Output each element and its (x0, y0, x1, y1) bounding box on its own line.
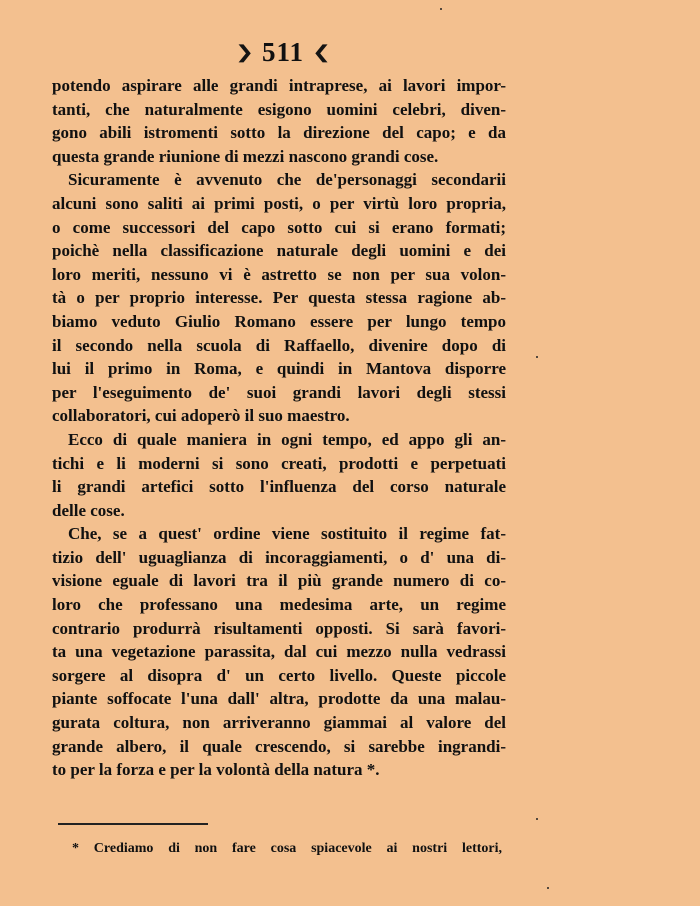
text-line: questa grande riunione di mezzi nascono grandi cose. (52, 146, 439, 166)
paper-speck (547, 887, 549, 889)
text-line: lui il primo in Roma, e quindi in Mantova disporre (52, 359, 506, 379)
text-line: il secondo nella scuola di Raffaello, divenire dopo di (52, 335, 506, 355)
text-line: collaboratori, cui adoperò il suo maestro. (52, 406, 350, 426)
page-number: 511 (261, 36, 304, 67)
left-ornament-icon: ❯ (235, 42, 254, 62)
text-line: o come successori del capo sotto cui si erano formati; (52, 217, 506, 237)
text-line: tanti, che naturalmente esigono uomini celebri, diven- (52, 99, 506, 119)
text-line: visione eguale di lavori tra il più grande numero di co- (52, 571, 506, 591)
body-text (52, 74, 506, 782)
text-line: sorgere al disopra d' un certo livello. Queste piccole (52, 665, 506, 685)
text-line: Che, se a quest' ordine viene sostituito il regime fat- (68, 524, 506, 544)
text-line: Sicuramente è avvenuto che de'personaggi secondarii (68, 170, 506, 190)
paragraph (52, 74, 506, 168)
paper-speck (536, 818, 538, 820)
text-line: biamo veduto Giulio Romano essere per lungo tempo (52, 311, 506, 331)
text-line: poichè nella classificazione naturale degli uomini e dei (52, 241, 506, 261)
text-line: potendo aspirare alle grandi intraprese, ai lavori impor- (52, 76, 506, 95)
text-line: tichi e li moderni si sono creati, prodotti e perpetuati (52, 453, 506, 473)
paragraph (52, 522, 506, 782)
text-line: alcuni sono saliti ai primi posti, o per virtù loro propria, (52, 193, 506, 213)
text-line: loro che professano una medesima arte, un regime (52, 595, 506, 615)
text-line: contrario produrrà risultamenti opposti. Si sarà favori- (52, 618, 506, 638)
text-line: loro meriti, nessuno vi è astretto se non per sua volon- (52, 264, 506, 284)
text-line: gono abili istromenti sotto la direzione del capo; e da (52, 123, 506, 143)
text-line: tà o per proprio interesse. Per questa stessa ragione ab- (52, 288, 506, 308)
page-header (228, 34, 338, 70)
text-line: li grandi artefici sotto l'influenza del corso naturale (52, 477, 506, 497)
footnote-divider (58, 823, 208, 825)
text-line: gurata coltura, non arriveranno giammai al valore del (52, 713, 506, 733)
paper-speck (536, 356, 538, 358)
paragraph (52, 168, 506, 428)
paper-speck (440, 8, 442, 10)
text-line: per l'eseguimento de' suoi grandi lavori degli stessi (52, 382, 506, 402)
text-line: to per la forza e per la volontà della natura *. (52, 760, 380, 780)
text-line: grande albero, il quale crescendo, si sarebbe ingrandi- (52, 736, 506, 756)
right-ornament-icon: ❮ (312, 42, 331, 62)
text-line: delle cose. (52, 500, 125, 520)
footnote: * Crediamo di non fare cosa spiacevole ai nostri lettori, (72, 841, 502, 856)
text-line: tizio dell' uguaglianza di incoraggiamenti, o d' una di- (52, 547, 506, 567)
text-line: Ecco di quale maniera in ogni tempo, ed appo gli an- (68, 429, 506, 449)
text-line: piante soffocate l'una dall' altra, prodotte da una malau- (52, 689, 506, 709)
text-line: ta una vegetazione parassita, dal cui mezzo nulla vedrassi (52, 642, 506, 662)
paragraph (52, 428, 506, 522)
